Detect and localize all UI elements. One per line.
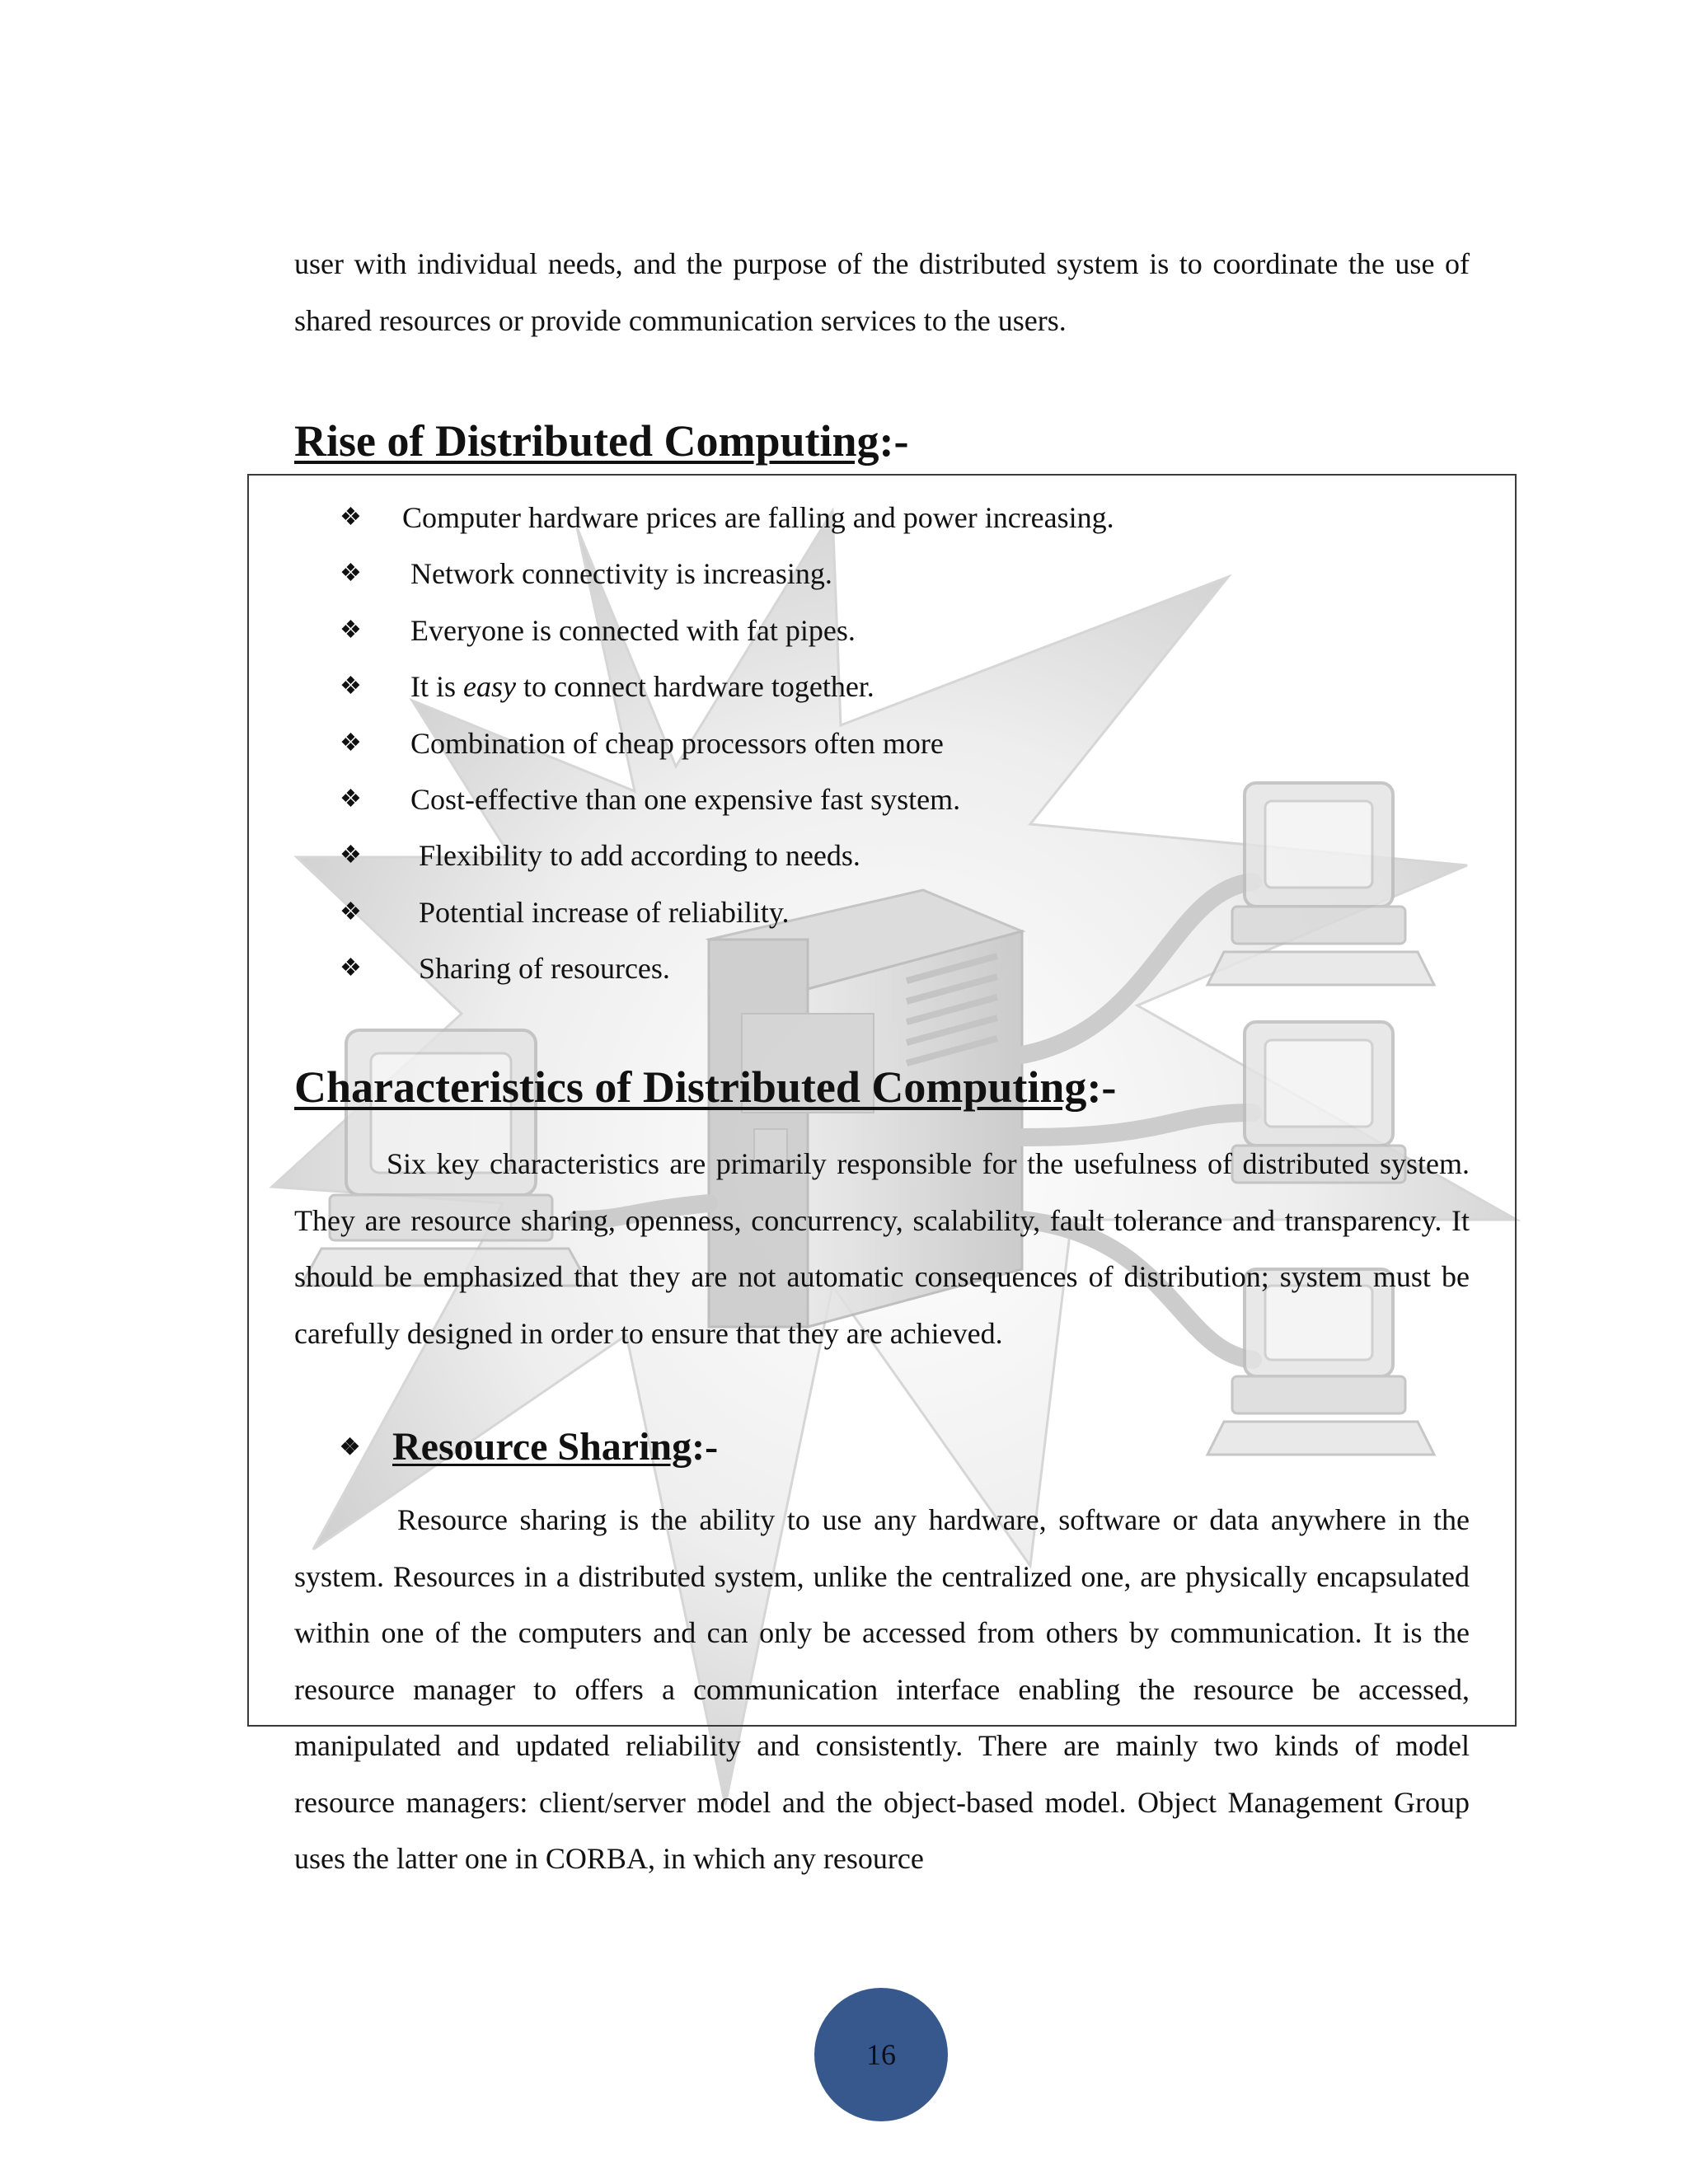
characteristics-paragraph-body: [294, 1136, 1470, 1361]
resource-sharing-heading-suffix: :-: [692, 1425, 719, 1469]
diamond-bullet-icon: ❖: [340, 673, 362, 701]
list-item: [340, 884, 1114, 940]
list-item: [340, 940, 1114, 996]
list-item-text: Computer hardware prices are falling and power increasing.: [402, 501, 1114, 534]
page-number-badge: [814, 1988, 948, 2121]
list-item-text: Cost-effective than one expensive fast system.: [410, 782, 961, 816]
resource-sharing-heading-text: Resource Sharing: [392, 1425, 692, 1469]
resource-sharing-text: Resource sharing is the ability to use any hardware, software or data anywhere in the system. Resources in a distributed system, unlike the centralized one, are physically encapsulated within one of the computers and can only be accessed from others by communication. It is the resource manager to offers a communication interface enabling the resource be accessed, manipulated and updated reliability and consistently. There are mainly two kinds of model resource managers: client/server model and the object-based model. Object Management Group uses the latter one in CORBA, in which any resource: [294, 1503, 1470, 1875]
list-item: [340, 490, 1114, 546]
diamond-bullet-icon: ❖: [340, 1434, 361, 1460]
intro-paragraph: [294, 236, 1470, 349]
resource-sharing-paragraph: [294, 1492, 1470, 1887]
list-item-text: Everyone is connected with fat pipes.: [410, 613, 856, 647]
characteristics-text: Six key characteristics are primarily responsible for the usefulness of distributed system. They are resource sharing, openness, concurrency, scalability, fault tolerance and transparency. It should be emphasized that they are not automatic consequences of distribution; system must be carefully designed in order to ensure that they are achieved.: [294, 1147, 1470, 1350]
list-item: [340, 546, 1114, 602]
list-item: [340, 771, 1114, 827]
list-item: [340, 602, 1114, 658]
rise-heading: [294, 415, 909, 466]
list-item-text: Flexibility to add according to needs.: [419, 839, 860, 873]
diamond-bullet-icon: ❖: [340, 504, 362, 531]
rise-bullet-list: [340, 490, 1114, 997]
list-item-text-pre: It is: [410, 670, 464, 704]
resource-sharing-heading: [340, 1424, 718, 1469]
list-item: [340, 827, 1114, 883]
diamond-bullet-icon: ❖: [340, 785, 362, 813]
characteristics-heading-text: Characteristics of Distributed Computing: [294, 1062, 1087, 1112]
diamond-bullet-icon: ❖: [340, 560, 362, 588]
rise-heading-suffix: :-: [879, 416, 909, 466]
rise-heading-text: Rise of Distributed Computing: [294, 416, 879, 466]
diamond-bullet-icon: ❖: [340, 841, 362, 869]
list-item-text: Potential increase of reliability.: [419, 895, 790, 929]
intro-text: user with individual needs, and the purpose of the distributed system is to coordinate the use of shared resources or provide communication services to the users.: [294, 247, 1470, 337]
list-item: [340, 658, 1114, 715]
list-item-text: [410, 658, 874, 715]
list-item-text: Network connectivity is increasing.: [410, 557, 832, 591]
list-item-text-post: to connect hardware together.: [515, 670, 874, 704]
list-item-text: Sharing of resources.: [419, 952, 670, 986]
characteristics-heading: [294, 1062, 1116, 1113]
list-item: [340, 715, 1114, 771]
characteristics-heading-suffix: :-: [1086, 1062, 1117, 1112]
characteristics-paragraph: [294, 1136, 1470, 1361]
resource-sharing-paragraph-body: [294, 1492, 1470, 1887]
diamond-bullet-icon: ❖: [340, 729, 362, 757]
page-number: 16: [866, 2038, 896, 2071]
diamond-bullet-icon: ❖: [340, 898, 362, 926]
diamond-bullet-icon: ❖: [340, 616, 362, 644]
diamond-bullet-icon: ❖: [340, 954, 362, 982]
list-item-text: Combination of cheap processors often more: [410, 726, 944, 760]
list-item-text-emphasis: easy: [463, 670, 516, 704]
